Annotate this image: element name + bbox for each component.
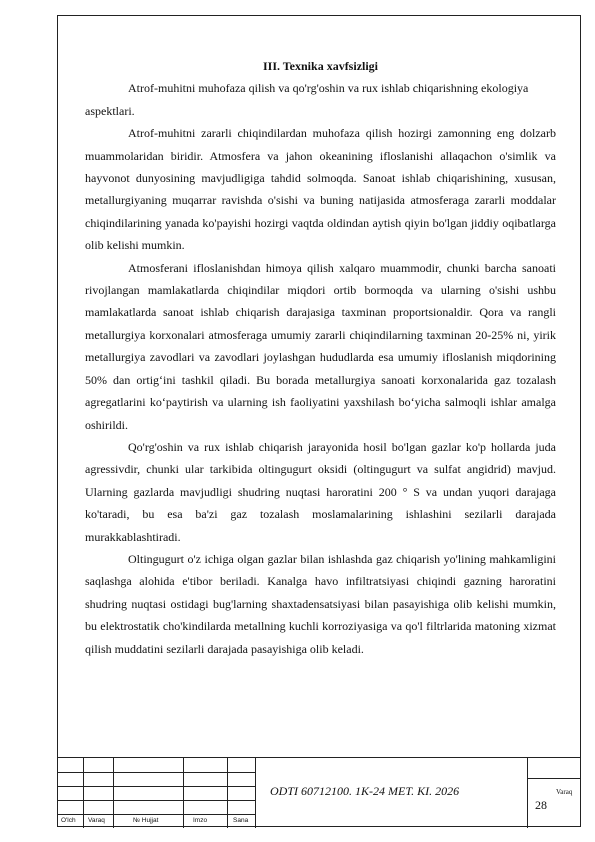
column-label-imzo: Imzo [193, 817, 208, 824]
sheet-label: Varaq [556, 788, 573, 796]
document-body [85, 55, 556, 660]
page-number: 28 [535, 798, 547, 812]
paragraph: Qo'rg'oshin va rux ishlab chiqarish jarayonida hosil bo'lgan gazlar ko'p hollarda juda agressivdir, chunki ular tarkibida oltingugurt oksidi (oltingugurt va sulfat angidrid) mavjud. Ularning gazlarda mavjudligi shudring nuqtasi haroratini 200 ° S va undan yuqori darajaga ko'taradi, bu esa ba'zi gaz tozalash moslamalarining ishlashini sezilarli darajada murakkablashtiradi. [85, 439, 556, 544]
paragraph: Atrof-muhitni zararli chiqindilardan muhofaza qilish hozirgi zamonning eng dolzarb muammolaridan biridir. Atmosfera va jahon okeanining ifloslanishi allaqachon o'simlik va hayvonot dunyosining mavjudligiga tahdid solmoqda. Sanoat ishlab chiqarishining, xususan, metallurgiyaning muqarrar ravishda o'sishi va buning natijasida atmosferaga zararli moddalar chiqindilarining yanada ko'payishi hozirgi vaqtda oldindan aytish qiyin bo'lgan jiddiy oqibatlarga olib kelishi mumkin. [85, 126, 556, 253]
paragraph: Atrof-muhitni muhofaza qilish va qo'rg'oshin va rux ishlab chiqarishning ekologiya aspektlari. [85, 81, 529, 118]
column-label-hujjat: № Hujjat [133, 817, 159, 824]
paragraph: Atmosferani ifloslanishdan himoya qilish xalqaro muammodir, chunki barcha sanoati rivojlangan mamlakatlarda chiqindilar miqdori ortib bormoqda va ularning o'sishi ushbu mamlakatlarda sanoat ishlab chiqarish darajasiga taxminan proportsionaldir. Qora va rangli metallurgiya korxonalari atmosferaga umumiy zararli chiqindilarning taxminan 20-25% ni, yirik metallurgiya zavodlari va zavodlari joylashgan hududlarda esa umumiy ifloslanish miqdorining 50% dan ortig‘ini tashkil qiladi. Bu borada metallurgiya sanoati korxonalarida gaz tozalash agregatlarini ko‘paytirish va ularning ish faoliyatini yaxshilash bo‘yicha salmoqli ishlar amalga oshirildi. [85, 260, 556, 432]
column-label-sana: Sana [233, 817, 249, 824]
column-label-olch: O'lch [61, 817, 76, 824]
paragraph: Oltingugurt o'z ichiga olgan gazlar bilan ishlashda gaz chiqarish yo'lining mahkamligini saqlashga alohida e'tibor beriladi. Kanalga havo infiltratsiyasi chiqindi gazning haroratini shudring nuqtasi ostidagi bug'larning shaxtadensatsiyasi bilan pasayishiga olib kelishi mumkin, bu elektrostatik cho'kindilarda metallning kuchli korroziyasiga va qo'l filtrlarida matoning xizmat qilish muddatini sezilarli darajada pasayishiga olib keladi. [85, 551, 556, 656]
section-heading: III. Texnika xavfsizligi [262, 59, 379, 73]
column-label-varaq: Varaq [88, 817, 105, 824]
document-code: ODTI 60712100. 1K-24 MET. KI. 2026 [270, 784, 460, 798]
